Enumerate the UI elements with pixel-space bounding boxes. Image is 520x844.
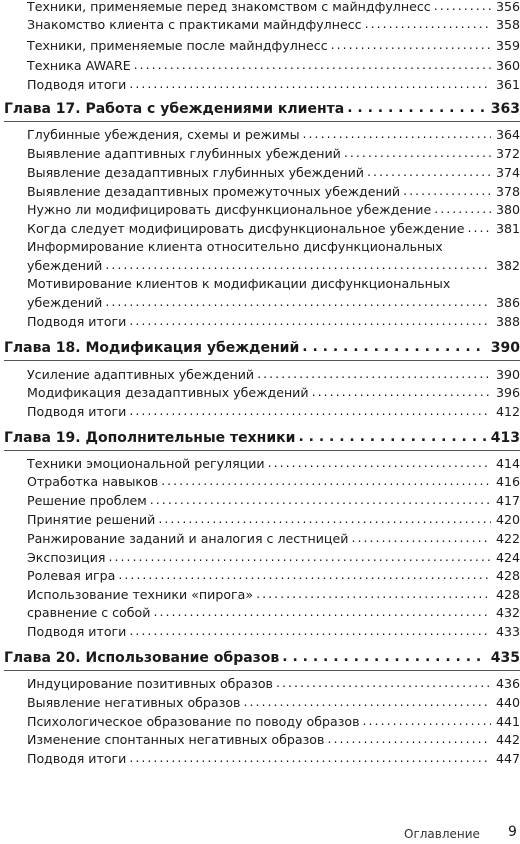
toc-entry[interactable] — [27, 530, 520, 547]
toc-entry[interactable] — [27, 549, 520, 566]
toc-entry[interactable] — [27, 731, 520, 748]
dot-leader — [129, 313, 491, 326]
toc-page-number: 424 — [495, 549, 520, 565]
toc-chapter-heading[interactable] — [4, 338, 520, 357]
dot-leader — [129, 623, 491, 636]
toc-page-number: 412 — [495, 403, 520, 419]
toc-title: Принятие решений — [27, 511, 156, 527]
toc-page-number: 428 — [495, 567, 520, 583]
toc-entry[interactable] — [27, 76, 520, 93]
toc-title: Решение проблем — [27, 492, 147, 508]
toc-page-number: 374 — [495, 164, 520, 180]
dot-leader — [129, 76, 491, 89]
dot-leader — [363, 713, 491, 726]
dot-leader — [153, 604, 491, 617]
toc-page-number: 441 — [495, 713, 520, 729]
dot-leader — [257, 366, 491, 379]
toc-entry[interactable] — [27, 201, 520, 218]
dot-leader — [298, 428, 487, 442]
toc-title: убеждений — [27, 257, 103, 273]
toc-page-number: 380 — [495, 201, 520, 217]
toc-entry[interactable] — [27, 57, 520, 74]
toc-page-number: 361 — [495, 76, 520, 92]
toc-page-number: 396 — [495, 384, 520, 400]
toc-title: Глава 18. Модификация убеждений — [4, 340, 300, 356]
toc-page-number: 359 — [495, 37, 520, 53]
toc-entry[interactable] — [27, 403, 520, 420]
toc-entry[interactable] — [27, 37, 520, 54]
toc-entry[interactable] — [27, 145, 520, 162]
toc-page-number: 356 — [495, 0, 520, 14]
chapter-divider — [4, 360, 520, 361]
toc-page-number: 372 — [495, 145, 520, 161]
dot-leader — [331, 37, 491, 50]
toc-title: сравнение с собой — [27, 604, 151, 620]
toc-page-number: 435 — [490, 650, 520, 666]
toc-page-number: 360 — [495, 57, 520, 73]
dot-leader — [347, 99, 487, 113]
dot-leader — [312, 384, 491, 397]
toc-page-number: 432 — [495, 604, 520, 620]
dot-leader — [158, 511, 491, 524]
toc-page-number: 417 — [495, 492, 520, 508]
toc-title: Использование техники «пирога» — [27, 586, 254, 602]
toc-page-number: 378 — [495, 183, 520, 199]
toc-title: Ранжирование заданий и аналогия с лестницей — [27, 530, 349, 546]
toc-entry[interactable] — [27, 604, 520, 621]
toc-chapter-heading[interactable] — [4, 99, 520, 118]
toc-page-number: 433 — [495, 623, 520, 639]
dot-leader — [105, 294, 491, 307]
toc-entry[interactable] — [27, 455, 520, 472]
toc-title: убеждений — [27, 294, 103, 310]
dot-leader — [351, 530, 491, 543]
dot-leader — [150, 492, 491, 505]
toc-entry[interactable] — [27, 164, 520, 181]
toc-entry[interactable] — [27, 750, 520, 767]
toc-entry[interactable] — [27, 675, 520, 692]
dot-leader — [327, 731, 491, 744]
dot-leader — [434, 0, 491, 11]
toc-page-number: 381 — [495, 220, 520, 236]
dot-leader — [467, 220, 491, 233]
toc-title: Техники эмоциональной регуляции — [27, 455, 265, 471]
toc-title: Индуцирование позитивных образов — [27, 675, 273, 691]
toc-entry[interactable] — [27, 384, 520, 401]
toc-title: Информирование клиента относительно дисфункциональных — [27, 239, 443, 254]
chapter-divider — [4, 670, 520, 671]
dot-leader — [282, 648, 487, 662]
toc-entry[interactable] — [27, 294, 520, 311]
toc-entry[interactable] — [27, 126, 520, 143]
dot-leader — [276, 675, 491, 688]
dot-leader — [129, 403, 491, 416]
toc-page-number: 428 — [495, 586, 520, 602]
toc-entry[interactable] — [27, 239, 520, 255]
toc-entry[interactable] — [27, 713, 520, 730]
running-footer-label: Оглавление — [404, 827, 480, 841]
toc-title: Ролевая игра — [27, 567, 116, 583]
dot-leader — [367, 164, 491, 177]
dot-leader — [365, 16, 491, 29]
toc-entry[interactable] — [27, 276, 520, 292]
dot-leader — [403, 183, 491, 196]
toc-page-number: 416 — [495, 473, 520, 489]
dot-leader — [434, 201, 491, 214]
dot-leader — [344, 145, 491, 158]
dot-leader — [105, 257, 491, 270]
toc-entry[interactable] — [27, 220, 520, 237]
toc-title: Экспозиция — [27, 549, 106, 565]
toc-title: Техники, применяемые перед знакомством с майндфулнесс — [27, 0, 431, 14]
toc-title: Подводя итоги — [27, 76, 127, 92]
toc-title: Глубинные убеждения, схемы и режимы — [27, 126, 300, 142]
toc-page-number: 420 — [495, 511, 520, 527]
toc-title: Отработка навыков — [27, 473, 159, 489]
toc-entry[interactable] — [27, 623, 520, 640]
chapter-divider — [4, 450, 520, 451]
toc-entry[interactable] — [27, 183, 520, 200]
dot-leader — [129, 750, 491, 763]
dot-leader — [243, 694, 491, 707]
toc-entry[interactable] — [27, 16, 520, 33]
toc-entry[interactable] — [27, 366, 520, 383]
toc-title: Техника AWARE — [27, 57, 131, 73]
toc-page-number: 390 — [490, 340, 520, 356]
toc-page-number: 422 — [495, 530, 520, 546]
toc-page-number: 390 — [495, 366, 520, 382]
toc-title: Усиление адаптивных убеждений — [27, 366, 255, 382]
toc-entry[interactable] — [27, 0, 520, 15]
toc-title: Изменение спонтанных негативных образов — [27, 731, 325, 747]
toc-entry[interactable] — [27, 257, 520, 274]
toc-title: Техники, применяемые после майндфулнесс — [27, 37, 328, 53]
toc-page-number: 413 — [490, 430, 520, 446]
toc-title: Психологическое образование по поводу образов — [27, 713, 360, 729]
dot-leader — [268, 455, 491, 468]
toc-page-number: 382 — [495, 257, 520, 273]
toc-title: Выявление негативных образов — [27, 694, 241, 710]
toc-page-number: 386 — [495, 294, 520, 310]
toc-entry[interactable] — [27, 492, 520, 509]
toc-page-number: 364 — [495, 126, 520, 142]
dot-leader — [118, 567, 491, 580]
toc-entry[interactable] — [27, 694, 520, 711]
toc-entry[interactable] — [27, 511, 520, 528]
toc-page-number: 414 — [495, 455, 520, 471]
dot-leader — [108, 549, 491, 562]
toc-page-number: 436 — [495, 675, 520, 691]
toc-title: Знакомство клиента с практиками майндфулнесс — [27, 16, 362, 32]
toc-title: Нужно ли модифицировать дисфункциональное убеждение — [27, 201, 432, 217]
toc-title: Выявление дезадаптивных промежуточных убеждений — [27, 183, 401, 199]
toc-page-number: 440 — [495, 694, 520, 710]
toc-title: Подводя итоги — [27, 403, 127, 419]
toc-entry[interactable] — [27, 473, 520, 490]
toc-entry[interactable] — [27, 586, 520, 603]
dot-leader — [161, 473, 491, 486]
toc-page-number: 363 — [490, 101, 520, 117]
toc-title: Глава 17. Работа с убеждениями клиента — [4, 101, 345, 117]
toc-entry[interactable] — [27, 567, 520, 584]
toc-page-number: 442 — [495, 731, 520, 747]
toc-title: Выявление адаптивных глубинных убеждений — [27, 145, 341, 161]
dot-leader — [134, 57, 491, 70]
page-number: 9 — [508, 824, 517, 840]
toc-page-number: 447 — [495, 750, 520, 766]
toc-title: Модификация дезадаптивных убеждений — [27, 384, 309, 400]
toc-title: Глава 19. Дополнительные техники — [4, 430, 296, 446]
dot-leader — [302, 338, 487, 352]
toc-title: Глава 20. Использование образов — [4, 650, 280, 666]
toc-entry[interactable] — [27, 313, 520, 330]
toc-page-number: 388 — [495, 313, 520, 329]
toc-chapter-heading[interactable] — [4, 428, 520, 447]
toc-page-number: 358 — [495, 16, 520, 32]
toc-title: Когда следует модифицировать дисфункциональное убеждение — [27, 220, 465, 236]
toc-title: Подводя итоги — [27, 623, 127, 639]
toc-title: Мотивирование клиентов к модификации дисфункциональных — [27, 276, 451, 291]
dot-leader — [303, 126, 491, 139]
toc-title: Выявление дезадаптивных глубинных убеждений — [27, 164, 364, 180]
chapter-divider — [4, 121, 520, 122]
dot-leader — [256, 586, 491, 599]
toc-title: Подводя итоги — [27, 313, 127, 329]
toc-title: Подводя итоги — [27, 750, 127, 766]
toc-chapter-heading[interactable] — [4, 648, 520, 667]
